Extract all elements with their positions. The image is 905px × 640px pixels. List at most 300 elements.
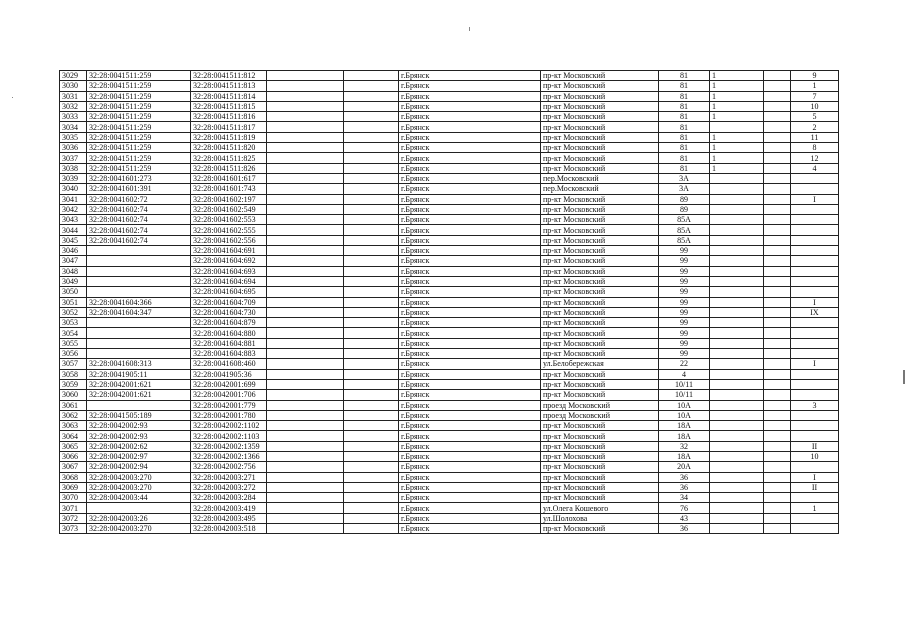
blank-cell-cell: [764, 328, 791, 338]
cadastral-number-cell: 32:28:0041604:694: [191, 276, 267, 286]
premises-number-cell: [791, 235, 839, 245]
table-row: [60, 173, 839, 183]
blank-cell-cell: [764, 266, 791, 276]
mark-cell: [710, 359, 764, 369]
house-number-cell: 99: [659, 256, 710, 266]
table-row: [60, 503, 839, 513]
house-number-cell: 18А: [659, 431, 710, 441]
house-number-cell: 34: [659, 493, 710, 503]
blank-cell-cell: [344, 441, 399, 451]
blank-cell-cell: [764, 143, 791, 153]
city-cell: г.Брянск: [399, 276, 541, 286]
mark-cell: [710, 194, 764, 204]
row-number-cell: 3057: [60, 359, 87, 369]
city-cell: г.Брянск: [399, 215, 541, 225]
blank-cell-cell: [267, 256, 344, 266]
row-number-cell: 3059: [60, 379, 87, 389]
premises-number-cell: [791, 369, 839, 379]
premises-number-cell: [791, 328, 839, 338]
blank-cell-cell: [344, 307, 399, 317]
city-cell: г.Брянск: [399, 421, 541, 431]
mark-cell: [710, 513, 764, 523]
blank-cell-cell: [344, 194, 399, 204]
house-number-cell: 85А: [659, 215, 710, 225]
mark-cell: [710, 204, 764, 214]
parent-cadastral-number-cell: 32:28:0042003:26: [87, 513, 191, 523]
mark-cell: [710, 441, 764, 451]
table-row: [60, 493, 839, 503]
cadastral-number-cell: 32:28:0041604:883: [191, 349, 267, 359]
blank-cell-cell: [764, 81, 791, 91]
mark-cell: [710, 462, 764, 472]
house-number-cell: 10А: [659, 410, 710, 420]
house-number-cell: 81: [659, 122, 710, 132]
blank-cell-cell: [344, 276, 399, 286]
city-cell: г.Брянск: [399, 410, 541, 420]
mark-cell: [710, 482, 764, 492]
street-cell: пр-кт Московский: [541, 235, 659, 245]
blank-cell-cell: [267, 431, 344, 441]
mark-cell: [710, 173, 764, 183]
cadastral-number-cell: 32:28:0042003:272: [191, 482, 267, 492]
cadastral-number-cell: 32:28:0042002:1103: [191, 431, 267, 441]
blank-cell-cell: [344, 287, 399, 297]
cadastral-number-cell: 32:28:0041604:880: [191, 328, 267, 338]
premises-number-cell: [791, 493, 839, 503]
table-row: [60, 390, 839, 400]
premises-number-cell: 2: [791, 122, 839, 132]
table-row: [60, 297, 839, 307]
blank-cell-cell: [344, 204, 399, 214]
street-cell: пр-кт Московский: [541, 81, 659, 91]
table-row: [60, 441, 839, 451]
blank-cell-cell: [267, 173, 344, 183]
blank-cell-cell: [764, 215, 791, 225]
blank-cell-cell: [764, 173, 791, 183]
table-row: [60, 122, 839, 132]
street-cell: пр-кт Московский: [541, 451, 659, 461]
row-number-cell: 3055: [60, 338, 87, 348]
mark-cell: [710, 421, 764, 431]
house-number-cell: 99: [659, 338, 710, 348]
premises-number-cell: [791, 431, 839, 441]
table-row: [60, 369, 839, 379]
blank-cell-cell: [267, 266, 344, 276]
blank-cell-cell: [267, 441, 344, 451]
blank-cell-cell: [267, 462, 344, 472]
premises-number-cell: [791, 276, 839, 286]
premises-number-cell: [791, 204, 839, 214]
blank-cell-cell: [764, 359, 791, 369]
city-cell: г.Брянск: [399, 204, 541, 214]
street-cell: пр-кт Московский: [541, 307, 659, 317]
blank-cell-cell: [267, 163, 344, 173]
parent-cadastral-number-cell: 32:28:0041511:259: [87, 132, 191, 142]
blank-cell-cell: [344, 482, 399, 492]
city-cell: г.Брянск: [399, 246, 541, 256]
blank-cell-cell: [267, 524, 344, 534]
row-number-cell: 3073: [60, 524, 87, 534]
table-row: [60, 143, 839, 153]
blank-cell-cell: [267, 71, 344, 81]
row-number-cell: 3047: [60, 256, 87, 266]
street-cell: пр-кт Московский: [541, 297, 659, 307]
parent-cadastral-number-cell: 32:28:0042001:621: [87, 390, 191, 400]
premises-number-cell: 9: [791, 71, 839, 81]
table-row: [60, 194, 839, 204]
mark-cell: 1: [710, 101, 764, 111]
mark-cell: [710, 266, 764, 276]
mark-cell: [710, 246, 764, 256]
premises-number-cell: 4: [791, 163, 839, 173]
parent-cadastral-number-cell: [87, 503, 191, 513]
mark-cell: [710, 287, 764, 297]
street-cell: пр-кт Московский: [541, 153, 659, 163]
blank-cell-cell: [267, 287, 344, 297]
blank-cell-cell: [267, 276, 344, 286]
blank-cell-cell: [267, 410, 344, 420]
mark-cell: [710, 410, 764, 420]
mark-cell: [710, 472, 764, 482]
mark-cell: [710, 225, 764, 235]
premises-number-cell: 5: [791, 112, 839, 122]
row-number-cell: 3035: [60, 132, 87, 142]
row-number-cell: 3038: [60, 163, 87, 173]
street-cell: пр-кт Московский: [541, 349, 659, 359]
blank-cell-cell: [344, 379, 399, 389]
city-cell: г.Брянск: [399, 513, 541, 523]
table-row: [60, 266, 839, 276]
row-number-cell: 3066: [60, 451, 87, 461]
blank-cell-cell: [267, 204, 344, 214]
premises-number-cell: II: [791, 441, 839, 451]
city-cell: г.Брянск: [399, 153, 541, 163]
city-cell: г.Брянск: [399, 493, 541, 503]
street-cell: пр-кт Московский: [541, 287, 659, 297]
parent-cadastral-number-cell: 32:28:0042003:44: [87, 493, 191, 503]
city-cell: г.Брянск: [399, 400, 541, 410]
cadastral-number-cell: 32:28:0041602:553: [191, 215, 267, 225]
mark-cell: [710, 503, 764, 513]
city-cell: г.Брянск: [399, 81, 541, 91]
cadastral-number-cell: 32:28:0041511:814: [191, 91, 267, 101]
mark-cell: 1: [710, 143, 764, 153]
street-cell: пр-кт Московский: [541, 163, 659, 173]
premises-number-cell: 3: [791, 400, 839, 410]
mark-cell: [710, 122, 764, 132]
premises-number-cell: [791, 410, 839, 420]
house-number-cell: 76: [659, 503, 710, 513]
blank-cell-cell: [764, 410, 791, 420]
city-cell: г.Брянск: [399, 451, 541, 461]
blank-cell-cell: [764, 132, 791, 142]
street-cell: пр-кт Московский: [541, 421, 659, 431]
city-cell: г.Брянск: [399, 359, 541, 369]
parent-cadastral-number-cell: 32:28:0041905:11: [87, 369, 191, 379]
city-cell: г.Брянск: [399, 462, 541, 472]
house-number-cell: 85А: [659, 225, 710, 235]
cadastral-number-cell: 32:28:0041601:617: [191, 173, 267, 183]
blank-cell-cell: [267, 338, 344, 348]
row-number-cell: 3052: [60, 307, 87, 317]
premises-number-cell: [791, 215, 839, 225]
row-number-cell: 3050: [60, 287, 87, 297]
city-cell: г.Брянск: [399, 256, 541, 266]
blank-cell-cell: [764, 297, 791, 307]
street-cell: пр-кт Московский: [541, 194, 659, 204]
premises-number-cell: 10: [791, 101, 839, 111]
blank-cell-cell: [267, 215, 344, 225]
premises-number-cell: [791, 421, 839, 431]
row-number-cell: 3033: [60, 112, 87, 122]
cadastral-number-cell: 32:28:0041604:730: [191, 307, 267, 317]
blank-cell-cell: [764, 493, 791, 503]
blank-cell-cell: [267, 81, 344, 91]
city-cell: г.Брянск: [399, 163, 541, 173]
cadastral-number-cell: 32:28:0042002:1359: [191, 441, 267, 451]
premises-number-cell: 8: [791, 143, 839, 153]
premises-number-cell: [791, 338, 839, 348]
blank-cell-cell: [267, 246, 344, 256]
row-number-cell: 3063: [60, 421, 87, 431]
premises-number-cell: I: [791, 472, 839, 482]
cadastral-number-cell: 32:28:0042002:756: [191, 462, 267, 472]
blank-cell-cell: [344, 359, 399, 369]
premises-number-cell: I: [791, 297, 839, 307]
blank-cell-cell: [764, 276, 791, 286]
blank-cell-cell: [344, 163, 399, 173]
premises-number-cell: [791, 390, 839, 400]
blank-cell-cell: [267, 503, 344, 513]
parent-cadastral-number-cell: 32:28:0042001:621: [87, 379, 191, 389]
blank-cell-cell: [344, 71, 399, 81]
blank-cell-cell: [344, 513, 399, 523]
blank-cell-cell: [267, 472, 344, 482]
blank-cell-cell: [764, 482, 791, 492]
cadastral-number-cell: 32:28:0042002:1102: [191, 421, 267, 431]
city-cell: г.Брянск: [399, 132, 541, 142]
city-cell: г.Брянск: [399, 338, 541, 348]
blank-cell-cell: [344, 215, 399, 225]
premises-number-cell: [791, 379, 839, 389]
city-cell: г.Брянск: [399, 369, 541, 379]
blank-cell-cell: [764, 379, 791, 389]
premises-number-cell: 1: [791, 503, 839, 513]
table-row: [60, 153, 839, 163]
street-cell: пр-кт Московский: [541, 524, 659, 534]
table-row: [60, 225, 839, 235]
street-cell: пр-кт Московский: [541, 431, 659, 441]
street-cell: пр-кт Московский: [541, 266, 659, 276]
house-number-cell: 99: [659, 328, 710, 338]
blank-cell-cell: [764, 122, 791, 132]
blank-cell-cell: [764, 451, 791, 461]
premises-number-cell: 7: [791, 91, 839, 101]
city-cell: г.Брянск: [399, 441, 541, 451]
table-row: [60, 204, 839, 214]
row-number-cell: 3043: [60, 215, 87, 225]
premises-number-cell: [791, 246, 839, 256]
blank-cell-cell: [267, 318, 344, 328]
table-body: [60, 71, 839, 534]
cadastral-number-cell: 32:28:0041604:692: [191, 256, 267, 266]
premises-number-cell: 1: [791, 81, 839, 91]
row-number-cell: 3045: [60, 235, 87, 245]
blank-cell-cell: [267, 328, 344, 338]
row-number-cell: 3046: [60, 246, 87, 256]
parent-cadastral-number-cell: 32:28:0042002:97: [87, 451, 191, 461]
parent-cadastral-number-cell: 32:28:0041511:259: [87, 122, 191, 132]
blank-cell-cell: [344, 81, 399, 91]
row-number-cell: 3072: [60, 513, 87, 523]
mark-cell: [710, 184, 764, 194]
parent-cadastral-number-cell: 32:28:0042002:93: [87, 431, 191, 441]
parent-cadastral-number-cell: 32:28:0041602:72: [87, 194, 191, 204]
parent-cadastral-number-cell: [87, 328, 191, 338]
cadastral-number-cell: 32:28:0041608:460: [191, 359, 267, 369]
city-cell: г.Брянск: [399, 112, 541, 122]
blank-cell-cell: [764, 153, 791, 163]
row-number-cell: 3062: [60, 410, 87, 420]
row-number-cell: 3041: [60, 194, 87, 204]
blank-cell-cell: [267, 194, 344, 204]
mark-cell: [710, 328, 764, 338]
street-cell: ул.Шолохова: [541, 513, 659, 523]
blank-cell-cell: [344, 143, 399, 153]
blank-cell-cell: [344, 400, 399, 410]
city-cell: г.Брянск: [399, 122, 541, 132]
row-number-cell: 3068: [60, 472, 87, 482]
table-row: [60, 246, 839, 256]
blank-cell-cell: [764, 101, 791, 111]
row-number-cell: 3048: [60, 266, 87, 276]
street-cell: пр-кт Московский: [541, 112, 659, 122]
blank-cell-cell: [344, 91, 399, 101]
mark-cell: 1: [710, 132, 764, 142]
mark-cell: [710, 338, 764, 348]
premises-number-cell: 12: [791, 153, 839, 163]
blank-cell-cell: [764, 524, 791, 534]
table-row: [60, 328, 839, 338]
cadastral-number-cell: 32:28:0041511:816: [191, 112, 267, 122]
house-number-cell: 81: [659, 153, 710, 163]
parent-cadastral-number-cell: [87, 287, 191, 297]
parent-cadastral-number-cell: [87, 256, 191, 266]
row-number-cell: 3058: [60, 369, 87, 379]
blank-cell-cell: [267, 153, 344, 163]
mark-cell: 1: [710, 81, 764, 91]
city-cell: г.Брянск: [399, 472, 541, 482]
house-number-cell: 81: [659, 112, 710, 122]
cadastral-number-cell: 32:28:0042001:706: [191, 390, 267, 400]
blank-cell-cell: [344, 235, 399, 245]
house-number-cell: 36: [659, 482, 710, 492]
blank-cell-cell: [764, 112, 791, 122]
parent-cadastral-number-cell: [87, 246, 191, 256]
house-number-cell: 81: [659, 81, 710, 91]
blank-cell-cell: [764, 256, 791, 266]
parent-cadastral-number-cell: 32:28:0042003:270: [87, 472, 191, 482]
table-row: [60, 307, 839, 317]
mark-cell: 1: [710, 91, 764, 101]
blank-cell-cell: [344, 421, 399, 431]
row-number-cell: 3039: [60, 173, 87, 183]
parent-cadastral-number-cell: 32:28:0041602:74: [87, 215, 191, 225]
table-row: [60, 184, 839, 194]
cadastral-number-cell: 32:28:0042003:284: [191, 493, 267, 503]
table-row: [60, 132, 839, 142]
mark-cell: [710, 235, 764, 245]
table-row: [60, 482, 839, 492]
row-number-cell: 3061: [60, 400, 87, 410]
house-number-cell: 81: [659, 163, 710, 173]
street-cell: проезд Московский: [541, 410, 659, 420]
parent-cadastral-number-cell: 32:28:0041511:259: [87, 71, 191, 81]
street-cell: пр-кт Московский: [541, 472, 659, 482]
premises-number-cell: II: [791, 482, 839, 492]
row-number-cell: 3053: [60, 318, 87, 328]
premises-number-cell: [791, 225, 839, 235]
street-cell: пр-кт Московский: [541, 122, 659, 132]
table-row: [60, 431, 839, 441]
blank-cell-cell: [267, 482, 344, 492]
blank-cell-cell: [344, 349, 399, 359]
parent-cadastral-number-cell: 32:28:0041601:391: [87, 184, 191, 194]
row-number-cell: 3037: [60, 153, 87, 163]
parent-cadastral-number-cell: 32:28:0041608:313: [87, 359, 191, 369]
premises-number-cell: I: [791, 194, 839, 204]
parent-cadastral-number-cell: 32:28:0041601:273: [87, 173, 191, 183]
blank-cell-cell: [344, 338, 399, 348]
parent-cadastral-number-cell: 32:28:0041511:259: [87, 81, 191, 91]
blank-cell-cell: [344, 318, 399, 328]
mark-cell: 1: [710, 71, 764, 81]
house-number-cell: 89: [659, 194, 710, 204]
house-number-cell: 4: [659, 369, 710, 379]
city-cell: г.Брянск: [399, 101, 541, 111]
table-row: [60, 359, 839, 369]
house-number-cell: 3А: [659, 184, 710, 194]
premises-number-cell: 10: [791, 451, 839, 461]
row-number-cell: 3031: [60, 91, 87, 101]
blank-cell-cell: [344, 369, 399, 379]
parent-cadastral-number-cell: 32:28:0041604:347: [87, 307, 191, 317]
mark-cell: [710, 215, 764, 225]
house-number-cell: 81: [659, 91, 710, 101]
city-cell: г.Брянск: [399, 431, 541, 441]
blank-cell-cell: [344, 173, 399, 183]
street-cell: пр-кт Московский: [541, 328, 659, 338]
parent-cadastral-number-cell: [87, 338, 191, 348]
table-row: [60, 81, 839, 91]
blank-cell-cell: [764, 246, 791, 256]
street-cell: проезд Московский: [541, 400, 659, 410]
house-number-cell: 3А: [659, 173, 710, 183]
blank-cell-cell: [267, 400, 344, 410]
parent-cadastral-number-cell: [87, 266, 191, 276]
blank-cell-cell: [267, 91, 344, 101]
blank-cell-cell: [344, 266, 399, 276]
blank-cell-cell: [267, 122, 344, 132]
cadastral-number-cell: 32:28:0042003:518: [191, 524, 267, 534]
house-number-cell: 99: [659, 307, 710, 317]
table-row: [60, 338, 839, 348]
premises-number-cell: IX: [791, 307, 839, 317]
street-cell: пр-кт Московский: [541, 379, 659, 389]
cadastral-number-cell: 32:28:0041905:36: [191, 369, 267, 379]
scan-speck: [12, 97, 13, 98]
premises-number-cell: [791, 524, 839, 534]
